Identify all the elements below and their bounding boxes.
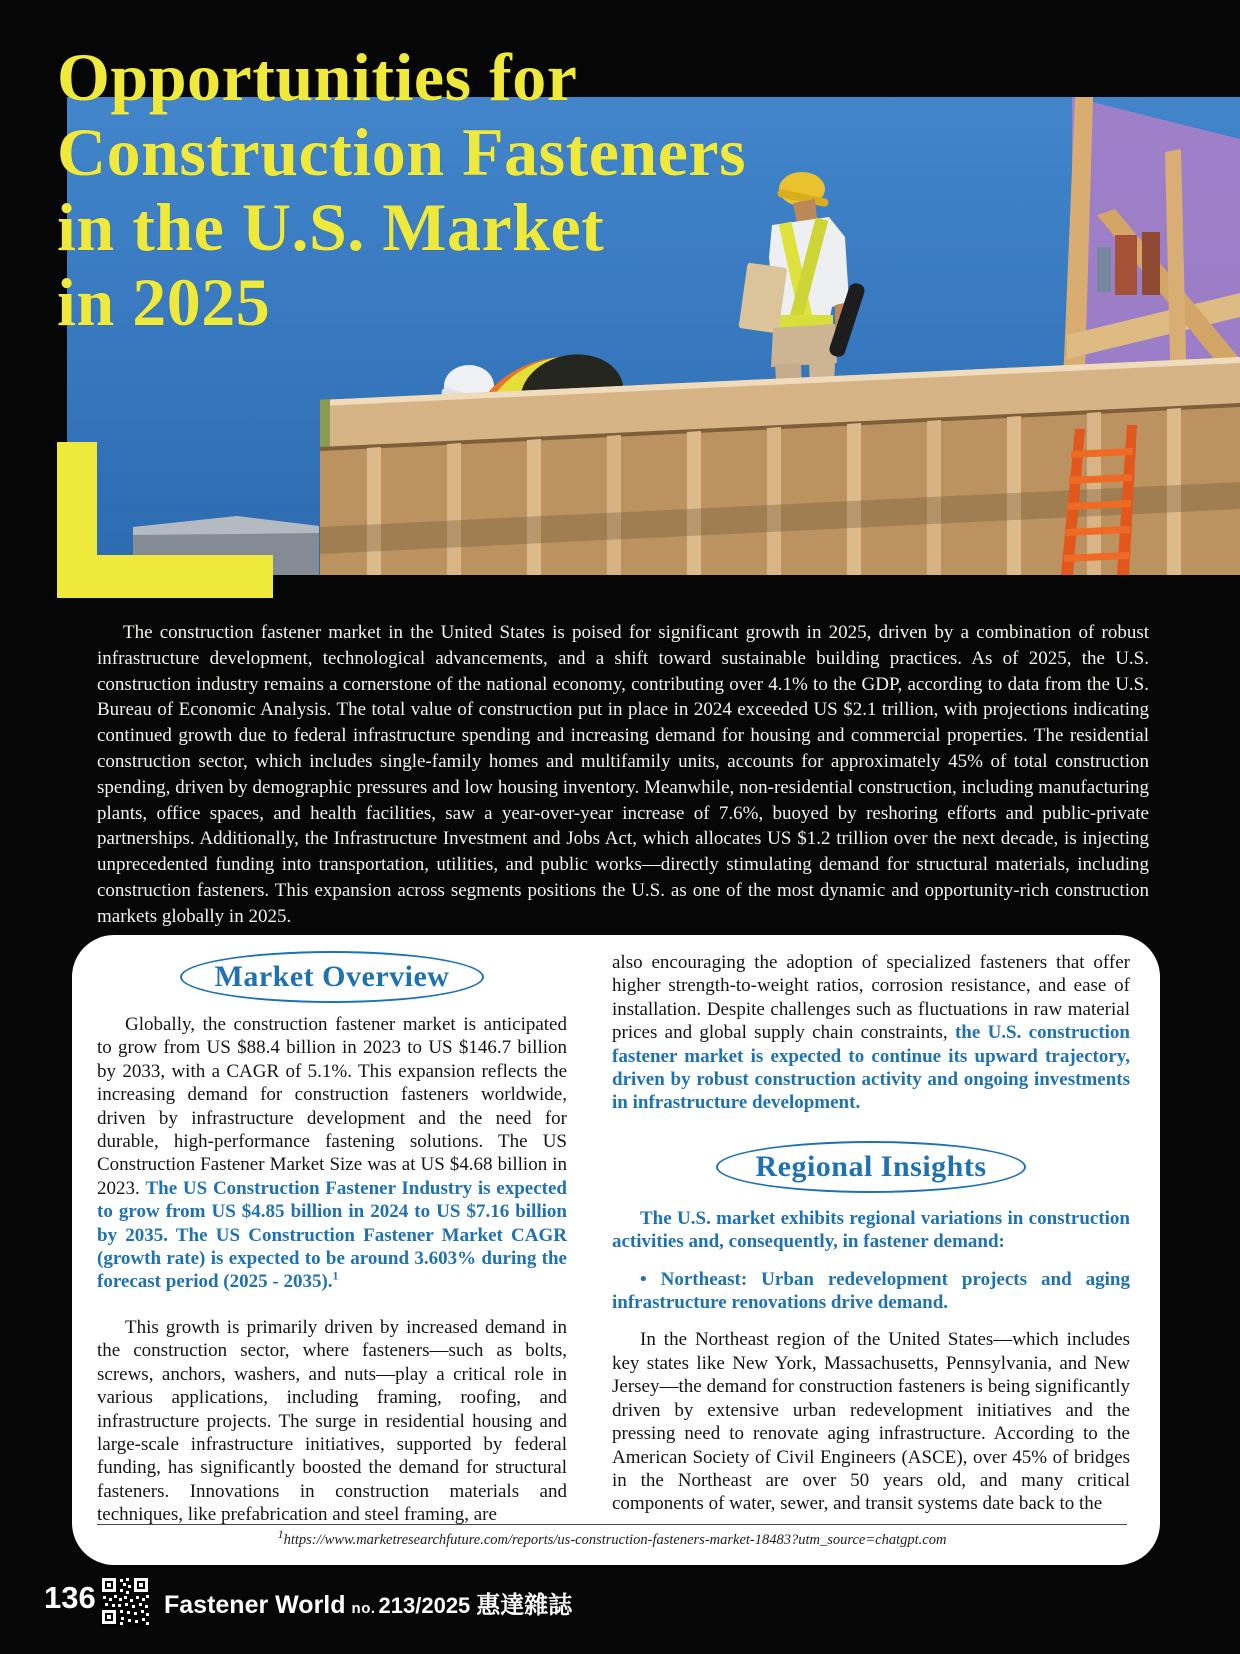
magazine-name: Fastener World <box>164 1591 346 1619</box>
regional-insights-heading: Regional Insights <box>755 1150 987 1184</box>
article-title <box>57 40 746 340</box>
column-left <box>97 951 567 1527</box>
market-overview-heading-ellipse <box>180 951 484 1003</box>
footnote <box>97 1524 1127 1549</box>
market-overview-paragraph-2: This growth is primarily driven by increased demand in the construction sector, where fasteners—such as bolts, screws, anchors, washers, and nuts—play a critical role in various applications, including framing, roofing, and infrastructure projects. The surge in residential housing and large-scale infrastructure initiatives, supported by federal funding, has significantly boosted the demand for structural fasteners. Innovations in construction materials and techniques, like prefabrication and steel framing, are <box>97 1316 567 1526</box>
title-line-3: in the U.S. Market <box>57 189 605 265</box>
qr-code-art <box>100 1576 150 1626</box>
magazine-name-chinese: 惠達雜誌 <box>476 1592 573 1619</box>
content-card <box>72 935 1160 1565</box>
title-line-2: Construction Fasteners <box>57 114 747 190</box>
right-column-paragraph-1 <box>612 951 1130 1115</box>
column-right <box>612 951 1130 1516</box>
magazine-label <box>164 1585 572 1620</box>
northeast-paragraph: In the Northeast region of the United States—which includes key states like New York, Massachusetts, Pennsylvania, and New Jersey—the demand for construction fasteners is being significantly driven by extensive urban redevelopment initiatives and the pressing need to renovate aging infrastructure. According to the American Society of Civil Engineers (ASCE), over 45% of bridges in the Northeast are over 50 years old, and many critical components of water, sewer, and transit systems date back to the <box>612 1329 1130 1515</box>
issue-prefix: no. <box>351 1600 376 1617</box>
qr-code-icon <box>100 1576 150 1626</box>
market-overview-paragraph-1-highlight: The US Construction Fastener Industry is expected to grow from US $4.85 billion in 2024 to US $7.16 billion by 2035. The US Construction Fastener Market CAGR (growth rate) is expected to be around 3.603% during the forecast period (2025 - 2035). <box>97 1177 568 1293</box>
market-overview-paragraph-1 <box>97 1013 567 1294</box>
issue-number: 213/2025 <box>378 1593 471 1618</box>
footnote-number: 1 <box>277 1527 284 1542</box>
yellow-l-decoration-horizontal <box>57 555 273 598</box>
market-overview-paragraph-1-text: Globally, the construction fastener market is anticipated to grow from US $88.4 billion in 2023 to US $146.7 billion by 2033, with a CAGR of 5.1%. This expansion reflects the increasing demand for construction fasteners worldwide, driven by infrastructure development and the need for durable, high-performance fastening solutions. The US Construction Fastener Market Size was at US $4.68 billion in 2023. <box>97 1014 567 1199</box>
regional-insights-heading-ellipse <box>716 1141 1026 1193</box>
title-line-1: Opportunities for <box>57 39 578 115</box>
title-line-4: in 2025 <box>57 264 271 340</box>
footnote-reference-1: 1 <box>332 1269 339 1284</box>
intro-paragraph: The construction fastener market in the United States is poised for significant growth in 2025, driven by a combination of robust infrastructure development, technological advancements, and a shift toward sustainable building practices. As of 2025, the U.S. construction industry remains a cornerstone of the national economy, contributing over 4.1% to the GDP, according to data from the U.S. Bureau of Economic Analysis. The total value of construction put in place in 2024 exceeded US $2.1 trillion, with projections indicating continued growth due to federal infrastructure spending and increasing demand for housing and commercial properties. The residential construction sector, which includes single-family homes and multifamily units, accounts for approximately 45% of total construction spending, driven by demographic pressures and low housing inventory. Meanwhile, non-residential construction, including manufacturing plants, office spaces, and health facilities, saw a year-over-year increase of 7.6%, buoyed by reshoring efforts and public-private partnerships. Additionally, the Infrastructure Investment and Jobs Act, which allocates US $1.2 trillion over the next decade, is injecting unprecedented funding into transportation, utilities, and public works—directly stimulating demand for structural materials, including construction fasteners. This expansion across segments positions the U.S. as one of the most dynamic and opportunity-rich construction markets globally in 2025. <box>97 622 1149 927</box>
footnote-url[interactable]: https://www.marketresearchfuture.com/reports/us-construction-fasteners-market-18483?utm_source=chatgpt.com <box>283 1532 947 1548</box>
regional-insights-intro: The U.S. market exhibits regional variations in construction activities and, consequently, in fastener demand: <box>612 1207 1130 1253</box>
page-number: 136 <box>44 1580 96 1615</box>
right-column-paragraph-1-text: also encouraging the adoption of specialized fasteners that offer higher strength-to-weight ratios, corrosion resistance, and ease of installation. Despite challenges such as fluctuations in raw material prices and global supply chain constraints, <box>612 952 1130 1044</box>
bullet-northeast: • Northeast: Urban redevelopment projects and aging infrastructure renovations drive demand. <box>612 1268 1130 1314</box>
market-overview-heading: Market Overview <box>214 960 450 994</box>
right-column-paragraph-1-highlight: the U.S. construction fastener market is expected to continue its upward trajectory, driven by robust construction activity and ongoing investments in infrastructure development. <box>612 1022 1130 1114</box>
